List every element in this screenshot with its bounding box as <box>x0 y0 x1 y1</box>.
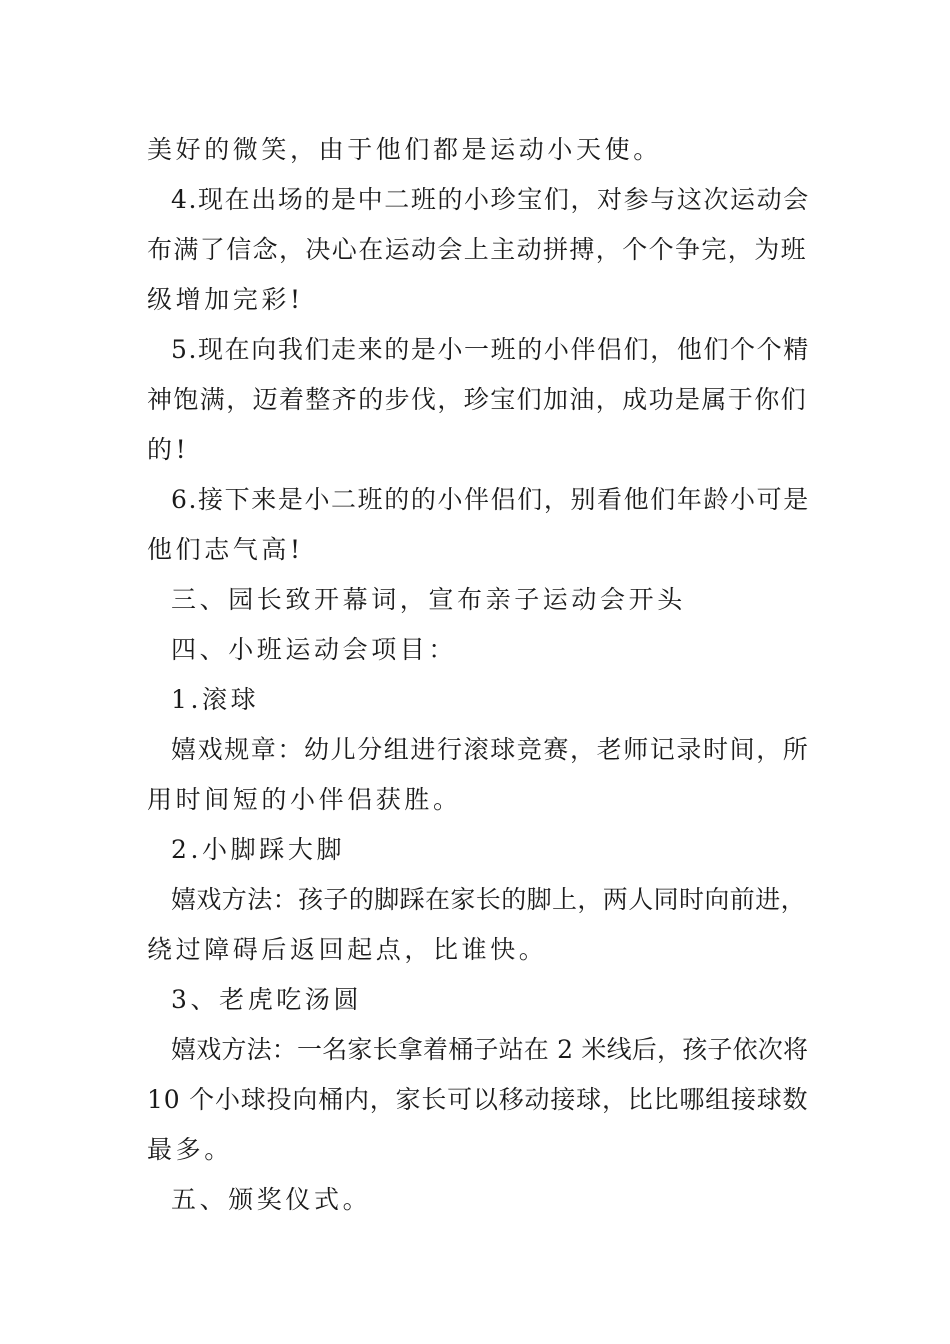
paragraph-line: 4.现在出场的是中二班的小珍宝们，对参与这次运动会 <box>171 185 810 214</box>
paragraph-line: 他们志气高! <box>147 535 304 564</box>
paragraph-line: 神饱满，迈着整齐的步伐，珍宝们加油，成功是属于你们 <box>147 385 808 414</box>
paragraph-line: 最多。 <box>147 1135 233 1164</box>
paragraph-line: 10 个小球投向桶内，家长可以移动接球，比比哪组接球数 <box>147 1085 809 1114</box>
paragraph-line: 美好的微笑，由于他们都是运动小天使。 <box>147 135 662 164</box>
paragraph-line: 的! <box>147 435 190 464</box>
paragraph-line: 绕过障碍后返回起点，比谁快。 <box>147 935 548 964</box>
section-heading: 五、颁奖仪式。 <box>171 1185 372 1214</box>
paragraph-line: 布满了信念，决心在运动会上主动拼搏，个个争完，为班 <box>147 235 808 264</box>
section-heading: 四、小班运动会项目： <box>171 635 458 664</box>
paragraph-line: 5.现在向我们走来的是小一班的小伴侣们，他们个个精 <box>171 335 810 364</box>
item-heading: 1.滚球 <box>171 685 260 714</box>
paragraph-line: 嬉戏方法：孩子的脚踩在家长的脚上，两人同时向前进， <box>171 885 807 914</box>
paragraph-line: 6.接下来是小二班的的小伴侣们，别看他们年龄小可是 <box>171 485 810 514</box>
paragraph-line: 嬉戏方法：一名家长拿着桶子站在 2 米线后，孩子依次将 <box>171 1035 809 1064</box>
item-heading: 2.小脚踩大脚 <box>171 835 346 864</box>
section-heading: 三、园长致开幕词，宣布亲子运动会开头 <box>171 585 686 614</box>
paragraph-line: 用时间短的小伴侣获胜。 <box>147 785 462 814</box>
paragraph-line: 级增加完彩! <box>147 285 304 314</box>
item-heading: 3、老虎吃汤圆 <box>171 985 363 1014</box>
paragraph-line: 嬉戏规章：幼儿分组进行滚球竞赛，老师记录时间，所 <box>171 735 810 764</box>
